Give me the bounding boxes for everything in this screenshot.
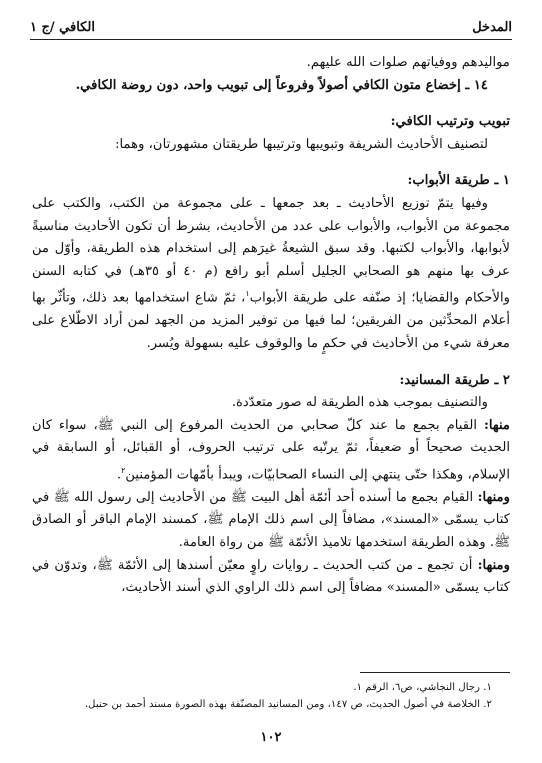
section-heading: ١ ـ طريقة الأبواب: [407,173,510,189]
paragraph-text: ، ثمّ شاع استخدامها بعد ذلك، وتأثّر بها أعلام المحدِّثين من الفريقين؛ لما فيها من توفير المزيد من الجهد لمن أراد الاطّلاع على معرفة شيء من الأحاديث في حكمٍ ما والوقوف عليه بسهولة ويُسر. [32,290,510,351]
lead-word: ومنها: [477,489,510,505]
section-heading: ٢ ـ طريقة المسانيد: [399,372,510,388]
main-text [32,52,510,600]
lead-word: ومنها: [477,557,510,573]
footnote-ref[interactable]: ٢ [121,465,126,475]
paragraph [32,555,510,600]
header-volume: الكافي /ج ١ [30,20,95,35]
footnote: ٢. الخلاصة في أصول الحديث، ص ١٤٧، ومن المسانيد المصنّفة بهذه الصورة مسند أحمد بن حنبل. [84,699,492,710]
footnotes [32,672,510,713]
paragraph: ١٤ ـ إخضاع متون الكافي أصولاً وفروعاً إلى تبويب واحد، دون روضة الكافي. [75,77,488,93]
running-header [30,16,512,40]
paragraph [32,415,510,487]
paragraph-text: القيام بجمع ما عند كلّ صحابي من الحديث المرفوع إلى النبي ﷺ، سواء كان الحديث صحيحاً أو ضعيفاً، ثمّ يرتّبه على ترتيب الحروف، أو القبائل، أو السابقة في الإسلام، وهكذا حتّى ينتهي إلى النساء الصحابيّات، ويبدأ بأمّهات المؤمنين [32,417,510,483]
paragraph-text: أن تجمع ـ من كتب الحديث ـ روايات راوٍ معيّن أسندها إلى الأئمّة ﷺ، وتدوّن في كتاب يسمّى «المسند» مضافاً إلى اسم ذلك الراوي الذي أسند الأحاديث، [32,557,510,596]
section-heading: تبويب وترتيب الكافي: [390,114,510,130]
header-section: المدخل [472,20,512,35]
paragraph: لتصنيف الأحاديث الشريفة وتبويبها وترتيبها طريقتان مشهورتان، وهما: [115,136,488,152]
paragraph: مواليدهم ووفياتهم صلوات الله عليهم. [306,55,510,70]
lead-word: منها: [483,417,510,433]
footnote-divider [360,672,510,673]
footnote-ref[interactable]: ١ [245,289,250,299]
paragraph-text: وفيها يتمّ توزيع الأحاديث ـ بعد جمعها ـ على مجموعة من الكتب، والكتب على مجموعة من الأبواب، والأبواب على عدد من الأحاديث، بشرط أن تكون الأحاديث مناسبةً لأبوابها، والأبواب لكتبها. وقد سبق الشيعةُ غيرَهم إلى استخدام هذه الطريقة، وأوّل من عرف بها منهم هو الصحابي الجليل أسلم أبو رافع (م ٤٠ أو ٣٥هـ) في كتابه السنن والأحكام والقضايا؛ إذ صنّفه على طريقة الأبواب [32,195,510,306]
footnote: ١. رجال النجاشي، ص٦، الرقم ١. [353,682,492,693]
paragraph-text: القيام بجمع ما أسنده أحد أئمّة أهل البيت ﷺ من الأحاديث إلى رسول الله ﷺ في كتاب يسمّى «المسند»، مضافاً إلى اسم ذلك الإمام ﷺ، كمسند الإمام الباقر أو الصادق ﷺ. وهذه الطريقة استخدمها تلاميذ الأئمّة ﷺ من رواة العامة. [32,489,510,551]
paragraph-text: . [116,467,122,483]
paragraph: والتصنيف بموجب هذه الطريقة له صور متعدّدة. [231,395,488,411]
paragraph [32,487,510,555]
paragraph [32,193,510,356]
page-number: ١٠٢ [260,730,282,745]
